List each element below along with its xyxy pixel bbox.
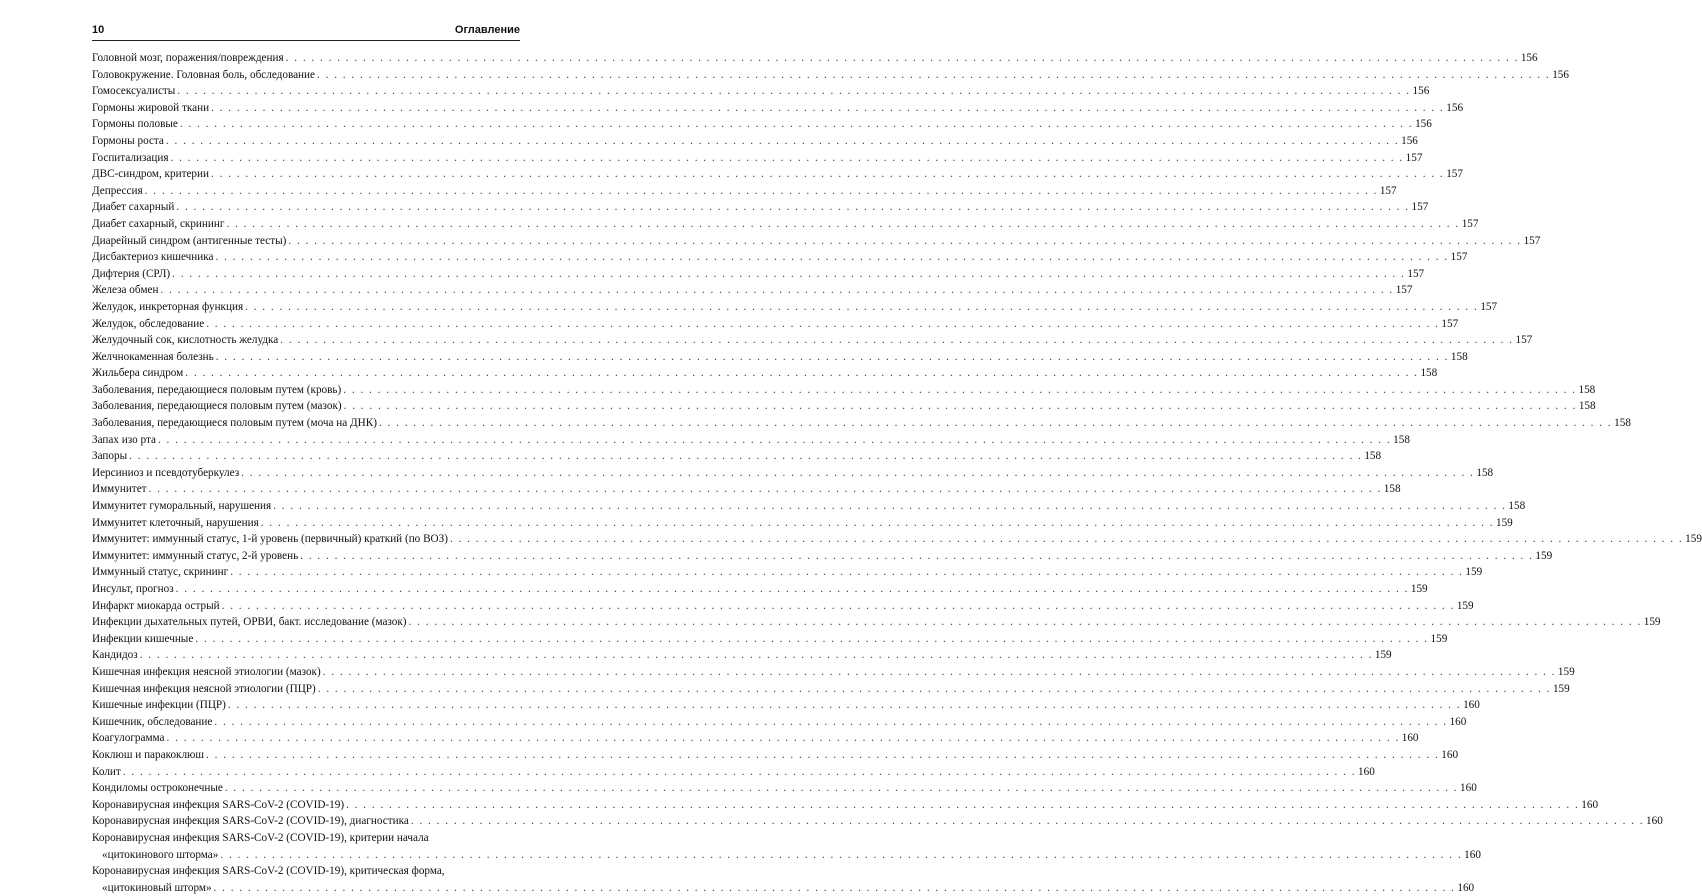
dot-leader [228, 697, 1461, 714]
toc-entry[interactable] [92, 548, 1553, 565]
toc-entry-page: 158 [1364, 450, 1382, 463]
dot-leader [286, 50, 1519, 67]
toc-entry[interactable] [92, 697, 1480, 714]
dot-leader [261, 515, 1494, 532]
dot-leader [211, 100, 1444, 117]
toc-entry-title: Головокружение. Головная боль, обследование [92, 68, 315, 81]
toc-entry[interactable] [92, 398, 1596, 415]
toc-entry-page: 157 [1515, 334, 1533, 347]
dot-leader [172, 266, 1405, 283]
toc-entry-title: Дифтерия (СРЛ) [92, 267, 171, 280]
toc-entry[interactable] [92, 498, 1526, 515]
toc-entry-page: 158 [1383, 483, 1401, 496]
toc-entry-page: 160 [1460, 782, 1477, 795]
toc-entry[interactable] [92, 249, 1468, 266]
dot-leader [317, 67, 1550, 84]
toc-entry-title-line2: «цитокиновый шторм» [102, 881, 212, 894]
toc-entry-page: 160 [1457, 881, 1475, 894]
toc-entry-title: Кандидоз [92, 649, 138, 662]
toc-entry[interactable] [92, 581, 1428, 598]
toc-entry-page: 159 [1430, 632, 1448, 645]
toc-entry-page: 159 [1685, 533, 1702, 546]
toc-entry-title: Инфаркт миокарда острый [92, 599, 220, 612]
toc-entry-page: 159 [1410, 583, 1428, 595]
toc-entry-page: 159 [1465, 566, 1483, 579]
dot-leader [170, 150, 1403, 167]
toc-entry[interactable] [92, 531, 1702, 548]
toc-entry[interactable] [92, 730, 1419, 747]
toc-entry[interactable] [92, 631, 1448, 648]
toc-entry[interactable] [92, 316, 1459, 333]
dot-leader [450, 531, 1683, 548]
toc-entry[interactable] [92, 116, 1432, 133]
dot-leader [409, 614, 1642, 631]
toc-entry-page: 156 [1552, 68, 1569, 81]
toc-entry-line2 [92, 880, 1475, 896]
page-header [92, 18, 520, 41]
toc-entry[interactable] [92, 282, 1413, 299]
toc-entry-title: Коронавирусная инфекция SARS-CoV-2 (COVID-19), диагностика [92, 815, 409, 828]
toc-entry-page: 157 [1379, 184, 1397, 197]
toc-entry-title: Желчнокаменная болезнь [92, 350, 214, 363]
toc-entry-title: Иммунитет клеточный, нарушения [92, 516, 259, 529]
dot-leader [323, 664, 1556, 681]
dot-leader [167, 730, 1400, 747]
toc-entry-page: 157 [1411, 201, 1429, 214]
toc-entry-title: Диабет сахарный, скрининг [92, 217, 225, 230]
toc-entry-title: Кишечные инфекции (ПЦР) [92, 699, 226, 712]
dot-leader [195, 631, 1428, 648]
toc-entry-title: Желудок, обследование [92, 317, 205, 330]
toc-entry[interactable] [92, 67, 1569, 84]
dot-leader [177, 83, 1410, 100]
toc-entry-title-line2: «цитокинового шторма» [102, 848, 219, 861]
toc-entry[interactable] [92, 681, 1570, 698]
toc-entry-title: Иммунитет гуморальный, нарушения [92, 500, 272, 513]
toc-entry-title: Заболевания, передающиеся половым путем (моча на ДНК) [92, 417, 377, 430]
toc-entry-title: ДВС-синдром, критерии [92, 168, 209, 181]
dot-leader [411, 813, 1644, 830]
toc-entry-title: Гормоны жировой ткани [92, 101, 210, 114]
toc-entry-title: Иерсиниоз и псевдотуберкулез [92, 466, 240, 479]
toc-entry-page: 159 [1643, 616, 1661, 629]
toc-entry-title: Желудочный сок, кислотность желудка [92, 334, 279, 347]
toc-entry[interactable] [92, 614, 1661, 631]
toc-entry-multiline[interactable] [92, 830, 1481, 863]
toc-entry-title: Инсульт, прогноз [92, 583, 174, 595]
toc-entry-page: 156 [1401, 134, 1418, 147]
dot-leader [226, 216, 1459, 233]
toc-entry-title: Заболевания, передающиеся половым путем (кровь) [92, 383, 342, 396]
toc-entry-title: Инфекции дыхательных путей, ОРВИ, бакт. исследование (мазок) [92, 616, 407, 629]
toc-entry-title: Колит [92, 765, 121, 778]
dot-leader [129, 448, 1362, 465]
dot-leader [300, 548, 1533, 565]
toc-entry-page: 159 [1374, 649, 1392, 662]
page-number: 10 [92, 24, 105, 36]
toc-entry-page: 156 [1415, 118, 1432, 131]
toc-entry-line2 [92, 847, 1481, 864]
dot-leader [215, 249, 1448, 266]
toc-entry-title: Диабет сахарный [92, 201, 175, 214]
toc-entry-page: 159 [1495, 516, 1513, 529]
toc-entry[interactable] [92, 780, 1477, 797]
toc-entry[interactable] [92, 747, 1459, 764]
toc-entry[interactable] [92, 349, 1468, 366]
dot-leader [216, 349, 1449, 366]
dot-leader [211, 166, 1444, 183]
toc-entry-multiline[interactable] [92, 863, 1475, 896]
toc-entry-title: Диарейный синдром (антигенные тесты) [92, 234, 287, 247]
toc-entry-page: 158 [1476, 466, 1494, 479]
toc-entry-title: Запоры [92, 450, 128, 463]
toc-entry-title: Кондиломы остроконечные [92, 782, 223, 795]
toc-entry[interactable] [92, 50, 1538, 67]
toc-entry-page: 160 [1581, 798, 1599, 811]
toc-entry-page: 156 [1520, 52, 1538, 64]
dot-leader [214, 880, 1456, 896]
toc-entry-page: 157 [1523, 234, 1541, 247]
toc-entry-page: 157 [1407, 267, 1425, 280]
dot-leader [288, 233, 1521, 250]
toc-entry-page: 157 [1405, 151, 1423, 164]
toc-entry-title: Инфекции кишечные [92, 632, 194, 645]
toc-entry-title: Кишечная инфекция неясной этиологии (ПЦР) [92, 682, 316, 695]
toc-entry-title: Дисбактериоз кишечника [92, 251, 214, 264]
toc-entry-title: Иммунитет: иммунный статус, 2-й уровень [92, 549, 299, 562]
toc-entry-page: 159 [1535, 549, 1553, 562]
toc-entry-page: 157 [1480, 300, 1498, 313]
toc-entry-title: Кишечная инфекция неясной этиологии (мазок) [92, 665, 321, 678]
toc-entry[interactable] [92, 83, 1430, 100]
toc-entry-title: Головной мозг, поражения/повреждения [92, 52, 284, 64]
dot-leader [344, 398, 1577, 415]
dot-leader [241, 465, 1474, 482]
toc-entry-title: Коронавирусная инфекция SARS-CoV-2 (COVID-19) [92, 798, 345, 811]
toc-entry-page: 160 [1401, 732, 1419, 745]
dot-leader [273, 498, 1506, 515]
dot-leader [176, 199, 1409, 216]
toc-entry-title: Гормоны роста [92, 134, 164, 147]
toc-entry-page: 159 [1552, 682, 1570, 695]
dot-leader [343, 382, 1576, 399]
dot-leader [318, 681, 1551, 698]
toc-entry[interactable] [92, 465, 1494, 482]
toc-entry[interactable] [92, 647, 1392, 664]
toc-entry[interactable] [92, 199, 1429, 216]
dot-leader [230, 564, 1463, 581]
dot-leader [166, 133, 1399, 150]
toc-entry-page: 157 [1450, 251, 1468, 264]
toc-entry-page: 159 [1557, 665, 1575, 678]
toc-entry[interactable] [92, 714, 1467, 731]
dot-leader [225, 780, 1458, 797]
toc-entry[interactable] [92, 216, 1479, 233]
dot-leader [214, 714, 1447, 731]
toc-entry-title: Желудок, инкреторная функция [92, 300, 244, 313]
toc-entry-page: 157 [1441, 317, 1459, 330]
toc-entry-page: 157 [1395, 284, 1413, 297]
toc-entry-page: 158 [1508, 500, 1526, 513]
toc-entry-page: 160 [1464, 848, 1481, 861]
toc-entry-page: 158 [1450, 350, 1468, 363]
toc-entry[interactable] [92, 150, 1423, 167]
toc-entry-page: 159 [1456, 599, 1474, 612]
toc-entry-title: Кишечник, обследование [92, 715, 213, 728]
toc-entry-page: 158 [1393, 433, 1410, 446]
toc-entry[interactable] [92, 664, 1575, 681]
toc-entry[interactable] [92, 813, 1663, 830]
toc-entry[interactable] [92, 382, 1596, 399]
toc-entry-title: Запах изо рта [92, 433, 156, 446]
toc-entry-title: Иммунный статус, скрининг [92, 566, 229, 579]
toc-entry[interactable] [92, 233, 1541, 250]
dot-leader [140, 647, 1373, 664]
toc-entry[interactable] [92, 515, 1513, 532]
toc-entry[interactable] [92, 415, 1631, 432]
toc-entry-title: Депрессия [92, 184, 143, 197]
toc-entry-title: Гомосексуалисты [92, 85, 176, 98]
toc-entry-page: 158 [1420, 367, 1438, 380]
toc-entry[interactable] [92, 797, 1599, 814]
toc-entry[interactable] [92, 481, 1401, 498]
section-title: Оглавление [454, 24, 520, 36]
toc-entry-title-line1: Коронавирусная инфекция SARS-CoV-2 (COVID-19), критическая форма, [92, 865, 445, 878]
toc-entry[interactable] [92, 332, 1533, 349]
toc-entry-title-line1: Коронавирусная инфекция SARS-CoV-2 (COVID-19), критерии начала [92, 831, 429, 844]
dot-leader [180, 116, 1413, 133]
dot-leader [149, 481, 1382, 498]
toc-entry[interactable] [92, 764, 1375, 781]
toc-entry-title: Госпитализация [92, 151, 169, 164]
toc-entry-title: Коклюш и паракоклюш [92, 748, 205, 761]
toc-entry[interactable] [92, 299, 1498, 316]
toc-entry[interactable] [92, 133, 1418, 150]
toc-entry[interactable] [92, 448, 1382, 465]
toc-entry-page: 160 [1463, 699, 1480, 712]
dot-leader [379, 415, 1612, 432]
dot-leader [346, 797, 1579, 814]
toc-entry[interactable] [92, 183, 1397, 200]
dot-leader [158, 432, 1391, 449]
toc-entry-page: 160 [1646, 815, 1663, 828]
toc-entry[interactable] [92, 564, 1483, 581]
dot-leader [280, 332, 1513, 349]
dot-leader [176, 581, 1409, 598]
toc-entry[interactable] [92, 365, 1438, 382]
dot-leader [245, 299, 1478, 316]
dot-leader [206, 316, 1439, 333]
toc-entry[interactable] [92, 266, 1425, 283]
toc-entry-page: 160 [1449, 715, 1467, 728]
dot-leader [185, 365, 1418, 382]
toc-entry-page: 158 [1614, 417, 1631, 430]
toc-entry-title: Коагулограмма [92, 732, 165, 745]
toc-entry-title: Гормоны половые [92, 118, 178, 131]
toc-entry-title: Железа обмен [92, 284, 159, 297]
toc-entry-page: 156 [1446, 101, 1464, 114]
toc-entry-page: 158 [1578, 400, 1596, 413]
toc-entry-title: Жильбера синдром [92, 367, 184, 380]
dot-leader [161, 282, 1394, 299]
toc-entry[interactable] [92, 100, 1464, 117]
toc-entry[interactable] [92, 432, 1410, 449]
toc-entry[interactable] [92, 598, 1474, 615]
toc-entry-page: 158 [1578, 383, 1596, 396]
table-of-contents [92, 50, 1702, 896]
dot-leader [145, 183, 1378, 200]
toc-entry-page: 156 [1412, 85, 1430, 98]
toc-entry-page: 157 [1461, 217, 1479, 230]
toc-entry-page: 160 [1358, 765, 1375, 778]
dot-leader [123, 764, 1356, 781]
toc-entry-title: Иммунитет [92, 483, 147, 496]
toc-entry-page: 160 [1441, 748, 1459, 761]
toc-entry-title: Иммунитет: иммунный статус, 1-й уровень (первичный) краткий (по ВОЗ) [92, 533, 448, 546]
dot-leader [222, 598, 1455, 615]
toc-entry[interactable] [92, 166, 1463, 183]
dot-leader [206, 747, 1439, 764]
dot-leader [220, 847, 1462, 864]
toc-entry-page: 157 [1446, 168, 1463, 181]
toc-entry-title: Заболевания, передающиеся половым путем (мазок) [92, 400, 342, 413]
